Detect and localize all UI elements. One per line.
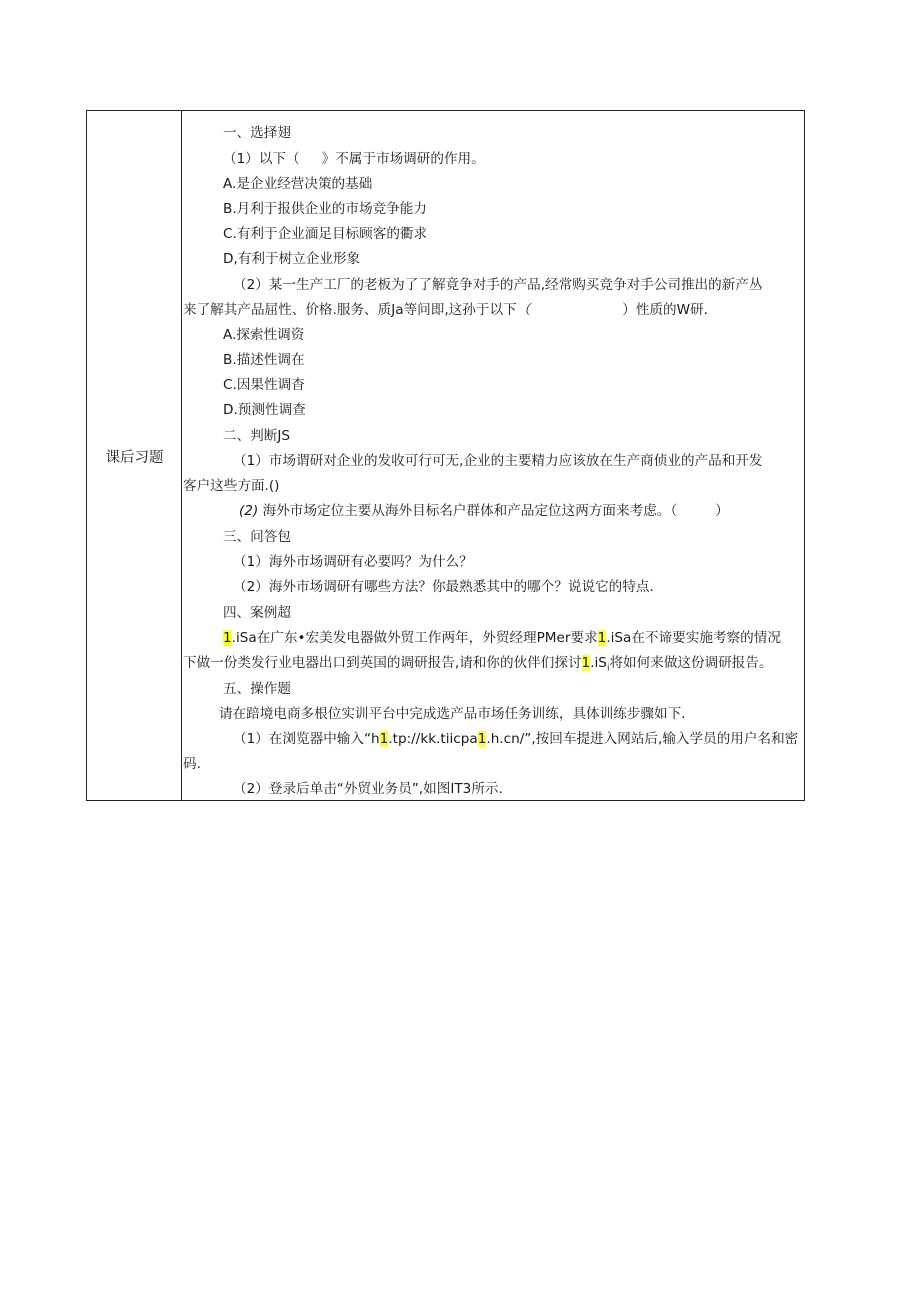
operation-intro: 请在踣境电商多根位实训平台中完成选产品市场任务训练，具体训练步骤如下.: [219, 706, 686, 722]
option-c: C.因果性调杳: [223, 377, 305, 393]
section-heading-qa: 三、问答包: [223, 529, 291, 545]
question-1: （1）以下（ 》不属于市场调研的作用。: [223, 151, 485, 167]
judge-question-1-line-1: （1）市场谓研对企业的发收可行可无,企业的主要精力应该放在生产商侦业的产品和开发: [233, 453, 763, 469]
option-b: B.描述性调在: [223, 352, 305, 368]
case-line-1: 1.iSa在广东•宏美发电器做外贸工作两年，外贸经理PMer要求1.iSa在不谛要实施考察的情况: [223, 630, 781, 646]
operation-step-1-line-1: （1）在浏览器中输入“h1.tp://kk.tiicpa1.h.cn/”,按回车提进入网站后,输入学员的用户名和密: [233, 731, 799, 747]
row-label: 课后习题: [105, 450, 164, 466]
exercise-table: [86, 110, 805, 801]
operation-step-2: （2）登录后单击“外贸业务员”,如图IT3所示.: [233, 781, 503, 797]
question-2-line-2: 来了解其产品屈性、价格.服务、质Ja等问即,这孙于以下（ ）性质的W研.: [183, 302, 708, 318]
operation-step-1-line-2: 码.: [183, 756, 201, 772]
qa-question-2: （2）海外市场调研有哪些方法？你最熟悉其中的哪个？说说它的特点.: [233, 579, 654, 595]
case-line-2: 下做一份类发行业电器出口到英国的调研报告,请和你的伙伴们探讨$1.iS_i$将如何来做这份调研报告。: [183, 655, 773, 674]
label-cell: [87, 111, 182, 800]
section-heading-judge: 二、判断JS: [223, 428, 291, 444]
qa-question-1: （1）海外市场调研有必要吗？为什么？: [233, 554, 473, 570]
section-heading-case: 四、案例超: [223, 605, 291, 621]
question-2-line-1: （2）某一生产工厂的老板为了了解竟争对手的产品,经常购买竞争对手公司推出的新产丛: [233, 277, 763, 293]
option-d: D,有利于树立企业形象: [223, 251, 361, 267]
option-c: C.有利于企业湎足目标顾客的衢求: [223, 226, 428, 242]
section-heading-operation: 五、操作题: [223, 681, 291, 697]
judge-question-1-line-2: 客户这些方面.(): [183, 478, 280, 494]
judge-question-2: (2) 海外市场定位主要从海外目标名户群体和产品定位这两方面来考虑。（ ）: [239, 503, 729, 519]
option-d: D.预测性调查: [223, 402, 306, 418]
section-heading-choice: 一、选择翅: [223, 125, 291, 141]
option-b: B.月利于报供企业的市场竞争能力: [223, 201, 427, 217]
option-a: A.探索性调资: [223, 327, 305, 343]
content-cell: [183, 111, 804, 800]
option-a: A.是企业经营决策的基础: [223, 176, 373, 192]
